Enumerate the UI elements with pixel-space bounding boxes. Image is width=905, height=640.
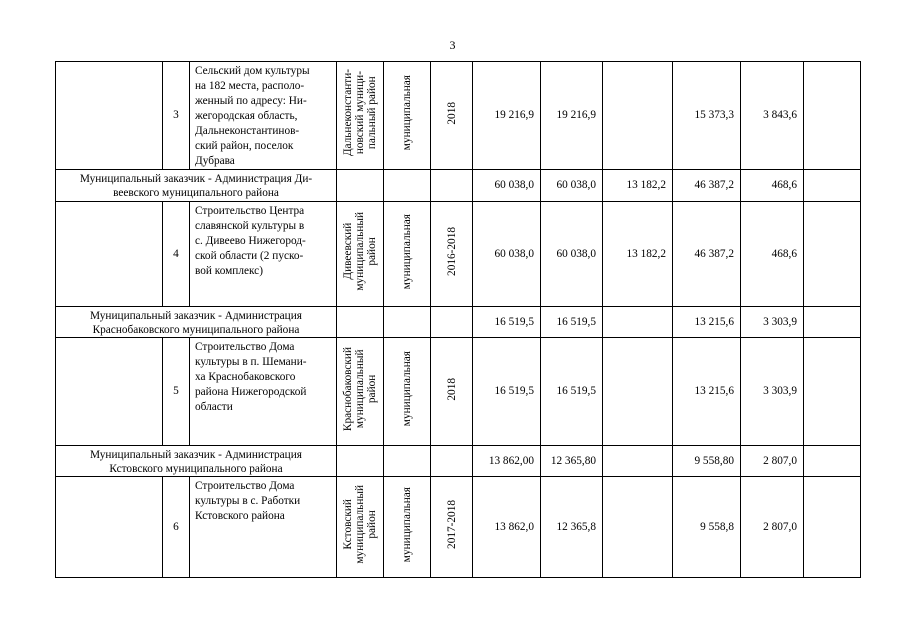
value-cell: 46 387,2 bbox=[673, 170, 741, 202]
project-name-line: вой комплекс) bbox=[195, 265, 263, 277]
customer-row bbox=[56, 170, 861, 202]
value-cell: 13 182,2 bbox=[603, 202, 673, 307]
project-name bbox=[190, 338, 337, 446]
budget-table bbox=[55, 61, 861, 578]
empty-cell bbox=[804, 338, 861, 446]
customer-cell bbox=[56, 446, 337, 477]
years-text: 2017-2018 bbox=[445, 500, 458, 549]
value-cell: 60 038,0 bbox=[541, 170, 603, 202]
project-number: 3 bbox=[163, 62, 190, 170]
district-line: Дивеевский bbox=[342, 223, 354, 280]
district-line: муниципальный bbox=[354, 485, 366, 564]
district-line: пальный район bbox=[366, 76, 378, 150]
empty-cell bbox=[804, 446, 861, 477]
district-line: муниципальный bbox=[354, 349, 366, 429]
project-name-line: ской области (2 пуско- bbox=[195, 250, 304, 262]
project-name bbox=[190, 477, 337, 578]
years-text: 2018 bbox=[445, 377, 458, 401]
district-line: район bbox=[366, 374, 378, 404]
value-cell bbox=[603, 446, 673, 477]
value-cell: 46 387,2 bbox=[673, 202, 741, 307]
years-text: 2018 bbox=[445, 101, 458, 125]
project-row bbox=[56, 202, 861, 307]
district-text bbox=[342, 69, 378, 156]
project-name bbox=[190, 62, 337, 170]
value-cell: 13 215,6 bbox=[673, 307, 741, 338]
project-name-line: Дубрава bbox=[195, 155, 235, 167]
project-row bbox=[56, 338, 861, 446]
empty-cell bbox=[337, 307, 384, 338]
value-cell bbox=[603, 62, 673, 170]
empty-cell bbox=[384, 307, 431, 338]
value-cell: 2 807,0 bbox=[741, 446, 804, 477]
value-cell: 60 038,0 bbox=[473, 202, 541, 307]
years-cell bbox=[431, 338, 473, 446]
project-name-line: Строительство Центра bbox=[195, 205, 305, 217]
empty-cell bbox=[384, 170, 431, 202]
project-name-line: Дальнеконстантинов- bbox=[195, 125, 300, 137]
customer-line: Краснобаковского муниципального района bbox=[92, 324, 300, 336]
project-name-line: жегородская область, bbox=[195, 110, 298, 122]
project-name-line: Сельский дом культуры bbox=[195, 65, 310, 77]
project-name-line: славянской культуры в bbox=[195, 220, 305, 232]
district-line: муниципальный bbox=[354, 212, 366, 291]
empty-cell bbox=[56, 62, 163, 170]
project-name-line: Строительство Дома bbox=[195, 480, 295, 492]
district-cell bbox=[337, 62, 384, 170]
value-cell: 16 519,5 bbox=[541, 307, 603, 338]
ownership-text: муниципальная bbox=[401, 75, 413, 151]
value-cell bbox=[603, 307, 673, 338]
district-line: район bbox=[366, 237, 378, 266]
project-name-line: ский район, поселок bbox=[195, 140, 294, 152]
value-cell: 9 558,80 bbox=[673, 446, 741, 477]
empty-cell bbox=[431, 446, 473, 477]
customer-cell bbox=[56, 307, 337, 338]
empty-cell bbox=[56, 202, 163, 307]
value-cell: 19 216,9 bbox=[473, 62, 541, 170]
empty-cell bbox=[384, 446, 431, 477]
empty-cell bbox=[337, 446, 384, 477]
ownership-cell bbox=[384, 477, 431, 578]
customer-row bbox=[56, 446, 861, 477]
district-line: новский муници- bbox=[354, 71, 366, 155]
empty-cell bbox=[431, 170, 473, 202]
customer-line: Муниципальный заказчик - Администрация bbox=[90, 449, 302, 461]
customer-line: Кстовского муниципального района bbox=[109, 463, 283, 475]
project-row bbox=[56, 62, 861, 170]
district-cell bbox=[337, 338, 384, 446]
years-cell bbox=[431, 202, 473, 307]
project-name-line: Строительство Дома bbox=[195, 341, 295, 353]
project-number: 5 bbox=[163, 338, 190, 446]
project-number: 6 bbox=[163, 477, 190, 578]
value-cell: 12 365,80 bbox=[541, 446, 603, 477]
empty-cell bbox=[56, 338, 163, 446]
customer-cell bbox=[56, 170, 337, 202]
empty-cell bbox=[804, 477, 861, 578]
district-line: район bbox=[366, 510, 378, 539]
value-cell: 16 519,5 bbox=[473, 307, 541, 338]
value-cell: 3 303,9 bbox=[741, 307, 804, 338]
value-cell: 60 038,0 bbox=[541, 202, 603, 307]
value-cell: 12 365,8 bbox=[541, 477, 603, 578]
value-cell: 13 182,2 bbox=[603, 170, 673, 202]
value-cell: 19 216,9 bbox=[541, 62, 603, 170]
district-text bbox=[342, 212, 378, 291]
project-name-line: ха Краснобаковского bbox=[195, 371, 296, 383]
value-cell: 468,6 bbox=[741, 170, 804, 202]
value-cell: 13 862,00 bbox=[473, 446, 541, 477]
ownership-cell bbox=[384, 62, 431, 170]
district-cell bbox=[337, 477, 384, 578]
district-cell bbox=[337, 202, 384, 307]
value-cell: 60 038,0 bbox=[473, 170, 541, 202]
customer-line: Муниципальный заказчик - Администрация Ди- bbox=[79, 173, 313, 185]
customer-line: Муниципальный заказчик - Администрация bbox=[90, 310, 302, 322]
value-cell: 9 558,8 bbox=[673, 477, 741, 578]
value-cell: 15 373,3 bbox=[673, 62, 741, 170]
project-name bbox=[190, 202, 337, 307]
customer-row bbox=[56, 307, 861, 338]
empty-cell bbox=[56, 477, 163, 578]
value-cell bbox=[603, 477, 673, 578]
value-cell: 468,6 bbox=[741, 202, 804, 307]
customer-line: веевского муниципального района bbox=[113, 187, 279, 199]
district-text bbox=[342, 485, 378, 564]
project-name-line: Кстовского района bbox=[195, 510, 285, 522]
project-name-line: женный по адресу: Ни- bbox=[195, 95, 307, 107]
project-name-line: культуры в п. Шемани- bbox=[195, 356, 307, 368]
years-cell bbox=[431, 62, 473, 170]
empty-cell bbox=[804, 307, 861, 338]
project-name-line: с. Дивеево Нижегород- bbox=[195, 235, 306, 247]
district-line: Дальнеконстанти- bbox=[342, 69, 354, 157]
years-cell bbox=[431, 477, 473, 578]
value-cell: 16 519,5 bbox=[541, 338, 603, 446]
district-line: Кстовский bbox=[342, 499, 354, 550]
value-cell: 3 843,6 bbox=[741, 62, 804, 170]
value-cell: 2 807,0 bbox=[741, 477, 804, 578]
value-cell: 16 519,5 bbox=[473, 338, 541, 446]
project-name-line: области bbox=[195, 401, 233, 413]
ownership-text: муниципальная bbox=[401, 213, 413, 290]
project-number: 4 bbox=[163, 202, 190, 307]
ownership-cell bbox=[384, 202, 431, 307]
empty-cell bbox=[804, 202, 861, 307]
value-cell: 3 303,9 bbox=[741, 338, 804, 446]
page-number: 3 bbox=[449, 38, 456, 52]
ownership-text: муниципальная bbox=[401, 486, 413, 563]
value-cell: 13 215,6 bbox=[673, 338, 741, 446]
value-cell bbox=[603, 338, 673, 446]
project-row bbox=[56, 477, 861, 578]
empty-cell bbox=[804, 62, 861, 170]
district-line: Краснобаковский bbox=[342, 346, 354, 432]
district-text bbox=[342, 347, 378, 431]
empty-cell bbox=[337, 170, 384, 202]
project-name-line: района Нижегородской bbox=[195, 386, 307, 398]
value-cell: 13 862,0 bbox=[473, 477, 541, 578]
years-text: 2016-2018 bbox=[445, 227, 458, 276]
project-name-line: на 182 места, располо- bbox=[195, 80, 305, 92]
ownership-cell bbox=[384, 338, 431, 446]
empty-cell bbox=[804, 170, 861, 202]
project-name-line: культуры в с. Работки bbox=[195, 495, 301, 507]
empty-cell bbox=[431, 307, 473, 338]
ownership-text: муниципальная bbox=[401, 351, 413, 427]
